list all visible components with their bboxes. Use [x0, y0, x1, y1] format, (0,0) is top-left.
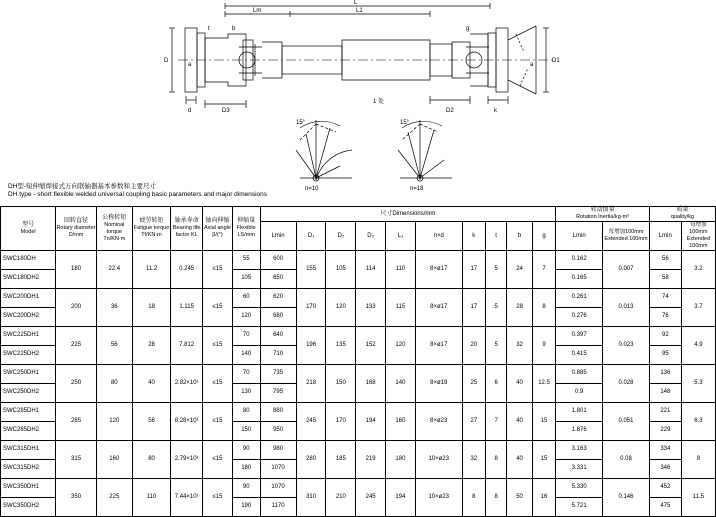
header-rotary-diameter: 回转直径 Rotary diameter D/mm [56, 207, 96, 251]
cell-D1: 245 [296, 403, 326, 441]
cell-L1: 180 [386, 441, 416, 479]
header-D1: D₁ [296, 222, 326, 251]
cell-nxd: 8×ø17 [415, 327, 462, 365]
cell-nominal-torque: 120 [96, 403, 132, 441]
label-t: t [208, 26, 210, 32]
cell-mass-lmin: 148 [649, 384, 681, 403]
cell-D3: 133 [356, 289, 386, 327]
cell-flexible: 90 [232, 479, 260, 498]
cell-flexible: 130 [232, 384, 260, 403]
cell-g: 7 [532, 251, 555, 289]
cell-D3: 219 [356, 441, 386, 479]
specs-table-wrap [0, 206, 716, 517]
cell-nxd: 10×ø23 [415, 479, 462, 517]
header-axial-angle: 轴向伸缩 Axial angle β/(°) [203, 207, 233, 251]
cell-mass-extended: 5.3 [681, 365, 715, 403]
cell-Lmin: 620 [260, 289, 296, 308]
label-Lm: Lm [253, 8, 262, 14]
cell-D1: 310 [296, 479, 326, 517]
cell-g: 9 [532, 327, 555, 365]
cell-mass-extended: 4.9 [681, 327, 715, 365]
cell-nxd: 8×ø23 [415, 403, 462, 441]
table-row [1, 403, 716, 422]
cell-flexible: 120 [232, 308, 260, 327]
label-g: g [466, 26, 470, 32]
caption-chinese: DH型-短伸缩焊接式万向联轴器基本参数和主要尺寸 [8, 183, 157, 190]
label-d: d [188, 108, 192, 114]
cell-inertia-lmin: 0.162 [556, 251, 603, 270]
label-D1: D1 [552, 58, 560, 64]
cell-Lmin: 980 [260, 441, 296, 460]
cell-nxd: 8×ø19 [415, 365, 462, 403]
label-n18: n=18 [410, 186, 424, 192]
cell-rotary-diameter: 250 [56, 365, 96, 403]
cell-Lmin: 680 [260, 308, 296, 327]
cell-inertia-lmin: 5.330 [556, 479, 603, 498]
cell-k: 32 [462, 441, 485, 479]
cell-D2: 185 [326, 441, 356, 479]
table-row [1, 479, 716, 498]
label-a-right: a [530, 62, 534, 68]
cell-nominal-torque: 22.4 [96, 251, 132, 289]
header-model: 型号 Model [1, 207, 56, 251]
cell-fatigue-torque: 28 [132, 327, 170, 365]
cell-mass-lmin: 346 [649, 460, 681, 479]
cell-k: 27 [462, 403, 485, 441]
cell-t: 6 [486, 365, 507, 403]
cell-inertia-extended: 0.023 [603, 327, 650, 365]
header-bearing-life: 轴承寿命 Bearing life factor KL [171, 207, 203, 251]
cell-D1: 155 [296, 251, 326, 289]
cell-mass-lmin: 452 [649, 479, 681, 498]
header-L1: L₁ [386, 222, 416, 251]
cell-flexible: 190 [232, 498, 260, 517]
cell-k: 17 [462, 251, 485, 289]
cell-mass-lmin: 74 [649, 289, 681, 308]
label-n10: n=10 [305, 186, 319, 192]
cell-fatigue-torque: 80 [132, 441, 170, 479]
cell-bearing-life: 8.28×10¹ [171, 403, 203, 441]
cell-inertia-extended: 0.013 [603, 289, 650, 327]
cell-g: 16 [532, 479, 555, 517]
table-header-row-1 [1, 207, 716, 222]
cell-model: SWC200DH2 [1, 308, 56, 327]
cell-inertia-lmin: 0.885 [556, 365, 603, 384]
label-angle-left: 15° [296, 120, 306, 126]
cell-k: 25 [462, 365, 485, 403]
cell-mass-lmin: 221 [649, 403, 681, 422]
cell-D2: 120 [326, 289, 356, 327]
cell-Lmin: 640 [260, 327, 296, 346]
cell-flexible: 150 [232, 422, 260, 441]
cell-b: 40 [507, 441, 533, 479]
cell-mass-lmin: 229 [649, 422, 681, 441]
cell-mass-extended: 6.3 [681, 403, 715, 441]
cell-D1: 196 [296, 327, 326, 365]
cell-b: 24 [507, 251, 533, 289]
cell-D2: 150 [326, 365, 356, 403]
cell-mass-extended: 11.5 [681, 479, 715, 517]
cell-mass-extended: 3.2 [681, 251, 715, 289]
cell-D1: 170 [296, 289, 326, 327]
cell-L1: 120 [386, 327, 416, 365]
cell-nxd: 8×ø17 [415, 251, 462, 289]
cell-inertia-lmin: 1.801 [556, 403, 603, 422]
cell-mass-lmin: 136 [649, 365, 681, 384]
cell-flexible: 60 [232, 289, 260, 308]
cell-t: 5 [486, 327, 507, 365]
cell-inertia-lmin: 0.261 [556, 289, 603, 308]
cell-model: SWC225DH1 [1, 327, 56, 346]
cell-bearing-life: 0.245 [171, 251, 203, 289]
specifications-table [0, 206, 716, 517]
cell-k: 20 [462, 327, 485, 365]
header-b: b [507, 222, 533, 251]
cell-mass-lmin: 334 [649, 441, 681, 460]
label-L1: L1 [356, 8, 363, 14]
cell-axial-angle: ≤15 [203, 327, 233, 365]
cell-bearing-life: 2.82×10¹ [171, 365, 203, 403]
cell-Lmin: 735 [260, 365, 296, 384]
cell-inertia-lmin: 0.415 [556, 346, 603, 365]
label-section: 1 处 [373, 99, 385, 105]
cell-rotary-diameter: 180 [56, 251, 96, 289]
cell-model: SWC350DH1 [1, 479, 56, 498]
cell-inertia-lmin: 1.876 [556, 422, 603, 441]
cell-L1: 110 [386, 251, 416, 289]
cell-flexible: 70 [232, 327, 260, 346]
cell-mass-lmin: 76 [649, 308, 681, 327]
cell-bearing-life: 7.812 [171, 327, 203, 365]
label-b: b [232, 26, 236, 32]
cell-D1: 218 [296, 365, 326, 403]
technical-drawing [0, 0, 716, 196]
caption-english: DH type - short flexible welded universal coupling basic parameters and major dimensions [8, 191, 268, 198]
cell-axial-angle: ≤15 [203, 479, 233, 517]
header-dimensions-group: 尺寸Dimensions/mm [260, 207, 556, 222]
header-mass-lmin: Lmin [649, 222, 681, 251]
cell-model: SWC200DH1 [1, 289, 56, 308]
cell-D3: 245 [356, 479, 386, 517]
cell-nominal-torque: 160 [96, 441, 132, 479]
cell-D3: 152 [356, 327, 386, 365]
cell-t: 7 [486, 403, 507, 441]
table-row [1, 251, 716, 270]
cell-Lmin: 710 [260, 346, 296, 365]
cell-rotary-diameter: 200 [56, 289, 96, 327]
cell-D2: 105 [326, 251, 356, 289]
header-inertia-group: 转动惯量 Rotation Inertia/kg·m² [556, 207, 650, 222]
cell-rotary-diameter: 350 [56, 479, 96, 517]
cell-fatigue-torque: 58 [132, 403, 170, 441]
cell-g: 15 [532, 441, 555, 479]
cell-rotary-diameter: 225 [56, 327, 96, 365]
label-angle-right: 15° [400, 120, 410, 126]
cell-b: 28 [507, 289, 533, 327]
cell-D3: 114 [356, 251, 386, 289]
cell-nominal-torque: 80 [96, 365, 132, 403]
cell-b: 50 [507, 479, 533, 517]
cell-b: 32 [507, 327, 533, 365]
header-inertia-lmin: Lmin [556, 222, 603, 251]
cell-L1: 160 [386, 403, 416, 441]
cell-flexible: 80 [232, 403, 260, 422]
cell-g: 12.5 [532, 365, 555, 403]
cell-Lmin: 600 [260, 251, 296, 270]
cell-fatigue-torque: 110 [132, 479, 170, 517]
header-k: k [462, 222, 485, 251]
cell-L1: 140 [386, 365, 416, 403]
cell-model: SWC285DH2 [1, 422, 56, 441]
cell-rotary-diameter: 315 [56, 441, 96, 479]
cell-bearing-life: 1.115 [171, 289, 203, 327]
header-D3: D₃ [356, 222, 386, 251]
cell-axial-angle: ≤15 [203, 251, 233, 289]
label-L: L [354, 0, 358, 6]
cell-inertia-lmin: 0.276 [556, 308, 603, 327]
cell-mass-lmin: 58 [649, 270, 681, 289]
cell-inertia-extended: 0.028 [603, 365, 650, 403]
cell-inertia-extended: 0.146 [603, 479, 650, 517]
header-Lmin: Lmin [260, 222, 296, 251]
label-D2: D2 [446, 108, 454, 114]
header-flexible: 伸缩量 Flexible LS/mm [232, 207, 260, 251]
table-body [1, 251, 716, 517]
header-inertia-extended: 每增加100mm Extended 100mm [603, 222, 650, 251]
cell-inertia-lmin: 0.397 [556, 327, 603, 346]
cell-Lmin: 1170 [260, 498, 296, 517]
cell-nominal-torque: 56 [96, 327, 132, 365]
cell-mass-extended: 8 [681, 441, 715, 479]
cell-mass-lmin: 92 [649, 327, 681, 346]
cell-inertia-extended: 0.051 [603, 403, 650, 441]
cell-fatigue-torque: 40 [132, 365, 170, 403]
cell-D2: 135 [326, 327, 356, 365]
cell-nominal-torque: 225 [96, 479, 132, 517]
cell-k: 17 [462, 289, 485, 327]
cell-t: 8 [486, 479, 507, 517]
cell-mass-lmin: 95 [649, 346, 681, 365]
cell-bearing-life: 7.44×10¹ [171, 479, 203, 517]
cell-model: SWC350DH2 [1, 498, 56, 517]
cell-inertia-extended: 0.007 [603, 251, 650, 289]
cell-Lmin: 650 [260, 270, 296, 289]
cell-D2: 210 [326, 479, 356, 517]
cell-D2: 170 [326, 403, 356, 441]
header-nxd: n×d [415, 222, 462, 251]
cell-fatigue-torque: 18 [132, 289, 170, 327]
cell-flexible: 90 [232, 441, 260, 460]
cell-model: SWC315DH1 [1, 441, 56, 460]
cell-t: 5 [486, 251, 507, 289]
label-D3: D3 [222, 108, 230, 114]
drawing-svg [0, 0, 716, 196]
cell-b: 40 [507, 365, 533, 403]
label-k: k [494, 108, 497, 114]
cell-nxd: 8×ø17 [415, 289, 462, 327]
cell-D3: 194 [356, 403, 386, 441]
cell-Lmin: 795 [260, 384, 296, 403]
cell-flexible: 140 [232, 346, 260, 365]
cell-model: SWC225DH2 [1, 346, 56, 365]
cell-inertia-lmin: 3.163 [556, 441, 603, 460]
cell-mass-lmin: 475 [649, 498, 681, 517]
cell-g: 15 [532, 403, 555, 441]
cell-inertia-lmin: 0.9 [556, 384, 603, 403]
cell-mass-lmin: 56 [649, 251, 681, 270]
cell-Lmin: 880 [260, 403, 296, 422]
cell-t: 5 [486, 289, 507, 327]
cell-inertia-extended: 0.08 [603, 441, 650, 479]
cell-model: SWC315DH2 [1, 460, 56, 479]
cell-D3: 168 [356, 365, 386, 403]
cell-rotary-diameter: 285 [56, 403, 96, 441]
cell-axial-angle: ≤15 [203, 441, 233, 479]
cell-axial-angle: ≤15 [203, 365, 233, 403]
cell-L1: 115 [386, 289, 416, 327]
cell-mass-extended: 3.7 [681, 289, 715, 327]
header-D2: D₂ [326, 222, 356, 251]
cell-flexible: 105 [232, 270, 260, 289]
header-nominal-torque: 公称转矩 Nominal torque Tn/KN·m [96, 207, 132, 251]
cell-k: 8 [462, 479, 485, 517]
cell-fatigue-torque: 11.2 [132, 251, 170, 289]
cell-model: SWC250DH2 [1, 384, 56, 403]
cell-inertia-lmin: 3.331 [556, 460, 603, 479]
header-t: t [486, 222, 507, 251]
cell-model: SWC180DH2 [1, 270, 56, 289]
figure-caption [8, 183, 267, 199]
header-fatigue-torque: 疲劳转矩 Fatigue torque Tf/KN·m [132, 207, 170, 251]
cell-Lmin: 1070 [260, 460, 296, 479]
cell-flexible: 180 [232, 460, 260, 479]
label-D: D [164, 58, 169, 64]
cell-g: 8 [532, 289, 555, 327]
header-g: g [532, 222, 555, 251]
cell-D1: 280 [296, 441, 326, 479]
cell-model: SWC180DH [1, 251, 56, 270]
label-a-left: a [188, 62, 192, 68]
cell-Lmin: 950 [260, 422, 296, 441]
table-row [1, 327, 716, 346]
cell-inertia-lmin: 0.165 [556, 270, 603, 289]
cell-Lmin: 1070 [260, 479, 296, 498]
cell-model: SWC250DH1 [1, 365, 56, 384]
cell-flexible: 55 [232, 251, 260, 270]
cell-nominal-torque: 36 [96, 289, 132, 327]
cell-nxd: 10×ø23 [415, 441, 462, 479]
cell-model: SWC285DH1 [1, 403, 56, 422]
cell-L1: 194 [386, 479, 416, 517]
table-row [1, 289, 716, 308]
cell-b: 40 [507, 403, 533, 441]
table-row [1, 441, 716, 460]
header-mass-extended: 每增加100mm Extended 100mm [681, 222, 715, 251]
cell-inertia-lmin: 5.721 [556, 498, 603, 517]
cell-axial-angle: ≤15 [203, 403, 233, 441]
cell-axial-angle: ≤15 [203, 289, 233, 327]
cell-flexible: 70 [232, 365, 260, 384]
cell-t: 8 [486, 441, 507, 479]
table-row [1, 365, 716, 384]
cell-bearing-life: 2.79×10¹ [171, 441, 203, 479]
header-mass-group: 质量 quality/kg [649, 207, 715, 222]
